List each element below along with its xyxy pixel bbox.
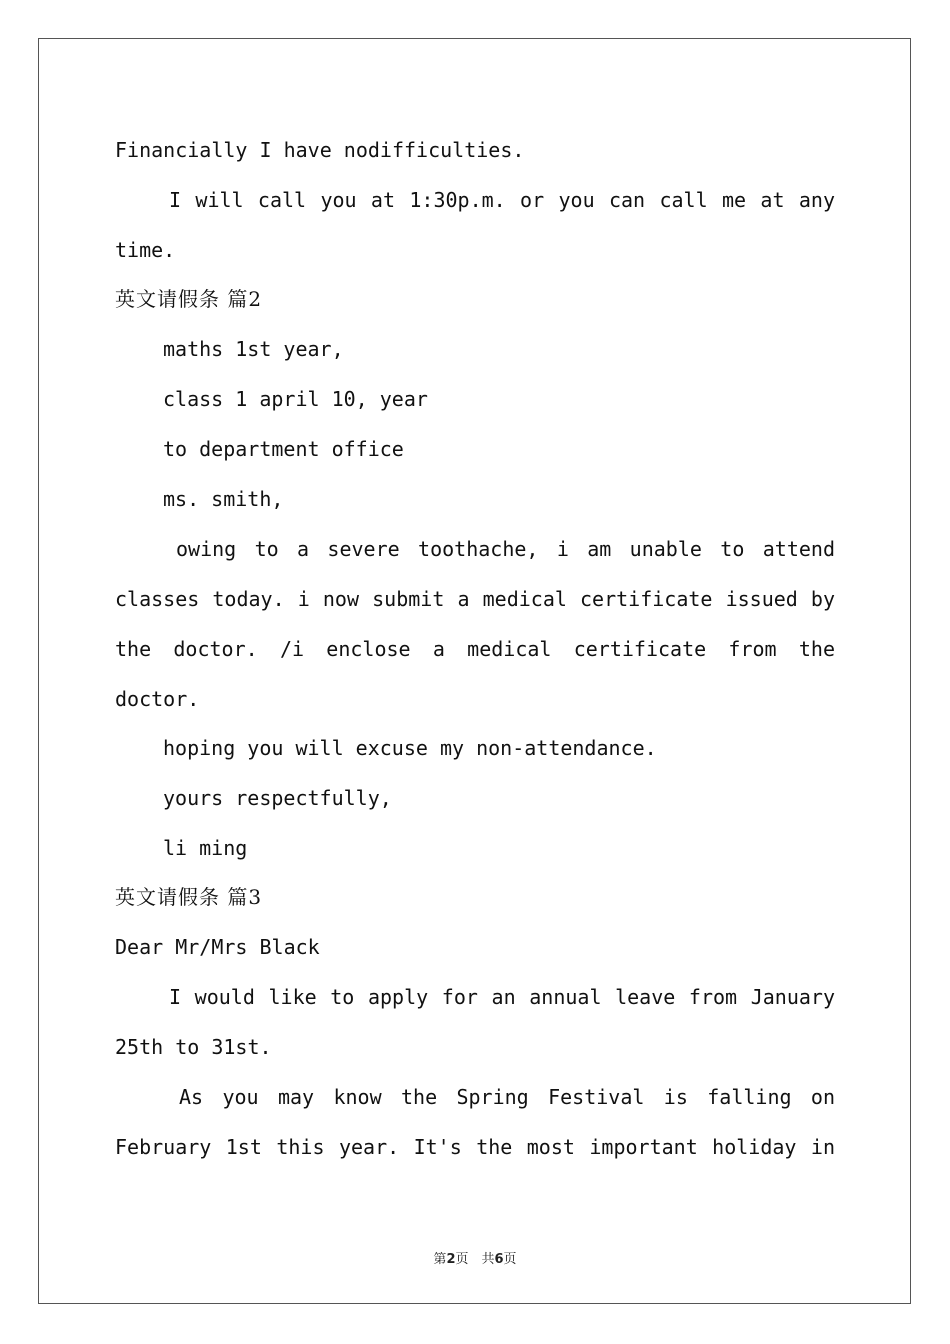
paragraph-line: doctor. (115, 687, 200, 711)
paragraph-line: to department office (163, 437, 404, 461)
total-pages-number: 6 (494, 1252, 504, 1267)
current-page-number: 2 (446, 1252, 456, 1267)
paragraph-line: 25th to 31st. (115, 1035, 272, 1059)
footer-suffix: 页 (503, 1252, 517, 1267)
paragraph-line: the doctor. /i enclose a medical certificate from the (115, 637, 835, 661)
paragraph-line: Financially I have nodifficulties. (115, 138, 525, 162)
page-number-footer (0, 1248, 950, 1267)
section-heading: 英文请假条 篇3 (115, 885, 263, 909)
paragraph-line: I would like to apply for an annual leave from January (169, 985, 835, 1009)
signature-name: li ming (163, 836, 248, 860)
salutation: ms. smith, (163, 487, 284, 511)
footer-middle: 页 共 (455, 1252, 495, 1267)
paragraph-line: class 1 april 10, year (163, 387, 428, 411)
paragraph-line: classes today. i now submit a medical certificate issued by (115, 587, 835, 611)
footer-prefix: 第 (433, 1252, 447, 1267)
paragraph-line: owing to a severe toothache, i am unable to attend (176, 537, 835, 561)
section-heading: 英文请假条 篇2 (115, 287, 263, 311)
page-border (38, 38, 911, 1304)
paragraph-line: maths 1st year, (163, 337, 344, 361)
paragraph-line: February 1st this year. It's the most important holiday in (115, 1135, 835, 1159)
salutation: Dear Mr/Mrs Black (115, 935, 320, 959)
paragraph-line: time. (115, 238, 176, 262)
paragraph-line: As you may know the Spring Festival is falling on (179, 1085, 835, 1109)
closing: yours respectfully, (163, 786, 392, 810)
paragraph-line: I will call you at 1:30p.m. or you can call me at any (169, 188, 835, 212)
paragraph-line: hoping you will excuse my non-attendance. (163, 736, 657, 760)
